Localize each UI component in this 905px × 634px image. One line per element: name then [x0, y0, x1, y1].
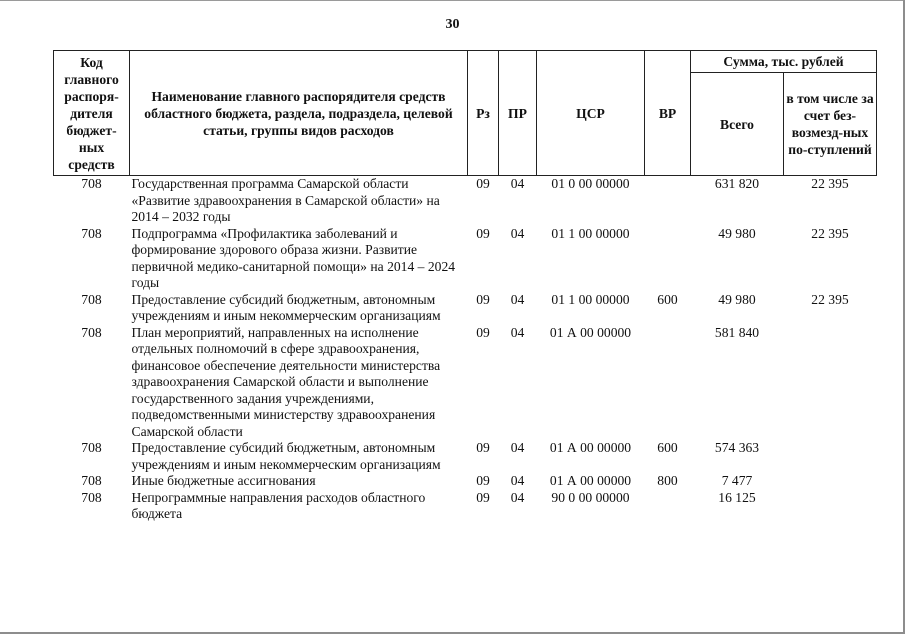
table-row: [54, 473, 877, 490]
cell-name: Государственная программа Самарской области «Развитие здравоохранения в Самарской области» на 2014 – 2032 годы: [131, 176, 440, 224]
cell-total: 16 125: [718, 489, 756, 505]
cell-csr: 01 1 00 00000: [551, 225, 630, 241]
cell-vr: [645, 226, 691, 292]
cell-vr: 600: [657, 291, 678, 307]
header-rz: Рз: [468, 51, 499, 176]
cell-vr: [645, 176, 691, 226]
cell-csr: 01 А 00 00000: [549, 473, 632, 488]
cell-rz: 09: [476, 489, 490, 505]
cell-name: Подпрограмма «Профилактика заболеваний и формирование здорового образа жизни. Развитие первичной медико-санитарной помощи» на 2014 – 2024 годы: [131, 225, 456, 290]
cell-incl: [784, 473, 877, 490]
header-code: Код главного распоря-дителя бюджет-ных средств: [54, 51, 130, 176]
table-row: [54, 490, 877, 523]
cell-code: 708: [81, 291, 102, 307]
cell-pr: 04: [510, 440, 525, 455]
cell-incl: [784, 325, 877, 441]
cell-name: Иные бюджетные ассигнования: [131, 473, 316, 488]
table-header: [54, 51, 877, 176]
cell-incl: 22 395: [811, 176, 849, 191]
cell-csr: 01 А 00 00000: [549, 440, 632, 455]
cell-csr: 90 0 00 00000: [551, 489, 630, 505]
cell-name: Непрограммные направления расходов областного бюджета: [131, 489, 426, 521]
cell-total: 49 980: [718, 291, 756, 307]
cell-code: 708: [81, 324, 102, 340]
cell-code: 708: [81, 225, 102, 241]
header-name: Наименование главного распорядителя средств областного бюджета, раздела, подраздела, целевой статьи, группы видов расходов: [130, 51, 468, 176]
table-row: [54, 176, 877, 226]
cell-code: 708: [81, 440, 102, 455]
cell-rz: 09: [476, 440, 490, 455]
cell-name: Предоставление субсидий бюджетным, автономным учреждениям и иным некоммерческим организациям: [131, 440, 441, 472]
table-body: [54, 176, 877, 523]
cell-total: 581 840: [714, 324, 760, 340]
cell-vr: [645, 325, 691, 441]
table-row: [54, 440, 877, 473]
cell-pr: 04: [510, 225, 525, 241]
cell-rz: 09: [476, 176, 490, 191]
cell-code: 708: [81, 176, 102, 191]
cell-name: План мероприятий, направленных на исполнение отдельных полномочий в сфере здравоохранения, финансовое обеспечение деятельности министерства здравоохранения Самарской области и выполнение государственного задания учреждениями, подведомственными министерству здравоохранения Самарской области: [131, 324, 441, 439]
cell-vr: 800: [657, 473, 678, 488]
table-row: [54, 325, 877, 441]
table-row: [54, 226, 877, 292]
cell-vr: [645, 490, 691, 523]
header-vr: ВР: [645, 51, 691, 176]
cell-vr: 600: [657, 440, 678, 455]
cell-csr: 01 А 00 00000: [549, 324, 632, 340]
cell-name: Предоставление субсидий бюджетным, автономным учреждениям и иным некоммерческим организациям: [131, 291, 441, 323]
header-total: Всего: [691, 73, 784, 176]
cell-csr: 01 0 00 00000: [551, 176, 630, 191]
cell-incl: 22 395: [811, 291, 849, 307]
cell-rz: 09: [476, 291, 490, 307]
header-csr: ЦСР: [537, 51, 645, 176]
cell-pr: 04: [510, 473, 525, 488]
cell-csr: 01 1 00 00000: [551, 291, 630, 307]
header-sum: Сумма, тыс. рублей: [691, 51, 877, 73]
cell-code: 708: [81, 473, 102, 488]
cell-incl: [784, 440, 877, 473]
budget-table: [53, 50, 877, 523]
cell-pr: 04: [510, 291, 525, 307]
cell-total: 49 980: [718, 225, 756, 241]
cell-total: 631 820: [714, 176, 760, 191]
cell-incl: 22 395: [811, 225, 849, 241]
cell-pr: 04: [510, 489, 525, 505]
cell-total: 7 477: [721, 473, 753, 488]
header-pr: ПР: [499, 51, 537, 176]
page-number: 30: [445, 17, 460, 32]
table-row: [54, 292, 877, 325]
cell-incl: [784, 490, 877, 523]
cell-rz: 09: [476, 225, 490, 241]
cell-pr: 04: [510, 324, 525, 340]
cell-rz: 09: [476, 473, 490, 488]
page-edge-top: [0, 0, 905, 1]
header-incl: в том числе за счет без-возмезд-ных по-ступлений: [784, 73, 877, 176]
cell-rz: 09: [476, 324, 490, 340]
cell-pr: 04: [510, 176, 525, 191]
cell-total: 574 363: [714, 440, 760, 455]
cell-code: 708: [81, 489, 102, 505]
